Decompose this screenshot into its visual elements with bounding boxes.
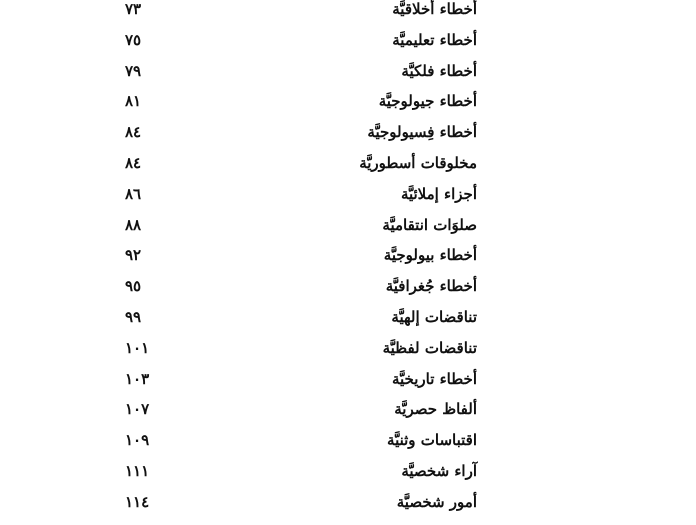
toc-entry-page-number: ٧٥ [125, 30, 142, 49]
toc-entry [0, 425, 696, 456]
toc-entry [0, 86, 696, 117]
toc-entry [0, 333, 696, 364]
toc-entry-title: تناقضات لفظيَّة [382, 338, 477, 357]
toc-entry-page-number: ١٠٣ [125, 369, 150, 388]
toc-entry-page-number: ٩٩ [125, 307, 142, 326]
toc-entry [0, 0, 696, 25]
toc-entry-title: مخلوقات أسطوريَّة [359, 153, 477, 172]
toc-entry-title: أخطاء فِسيولوجيَّة [367, 123, 477, 142]
toc-entry-title: أخطاء فلكيَّة [401, 61, 477, 80]
toc-entry-page-number: ١٠٩ [125, 431, 150, 450]
toc-entry [0, 302, 696, 333]
toc-entry-page-number: ٨٤ [125, 153, 142, 172]
toc-entry-title: أخطاء جيولوجيَّة [378, 92, 477, 111]
toc-entry-page-number: ١٠٧ [125, 400, 150, 419]
toc-entry-title: آراء شخصيَّة [401, 461, 477, 480]
toc-entry-page-number: ١٠١ [125, 338, 150, 357]
toc-entry [0, 148, 696, 179]
toc-entry [0, 240, 696, 271]
toc-entry-page-number: ٨٦ [125, 184, 142, 203]
toc-entry-page-number: ٧٩ [125, 61, 142, 80]
toc-entry-page-number: ١١٤ [125, 492, 150, 511]
toc-entry [0, 271, 696, 302]
toc-entry-page-number: ٩٥ [125, 277, 142, 296]
toc-entry [0, 179, 696, 210]
toc-entry-title: اقتباسات وثنيَّة [387, 431, 477, 450]
toc-entry-title: صلوَات انتقاميَّة [382, 215, 477, 234]
toc-entry-page-number: ١١١ [125, 461, 150, 480]
toc-entry-page-number: ٨٨ [125, 215, 142, 234]
toc-entry-title: أمور شخصيَّة [396, 492, 477, 511]
toc-entry-page-number: ٩٢ [125, 246, 142, 265]
toc-entry [0, 25, 696, 56]
toc-entry [0, 56, 696, 87]
toc-entry [0, 394, 696, 425]
toc-entry-page-number: ٧٣ [125, 0, 142, 18]
toc-entry-title: أخطاء أخلاقيَّة [392, 0, 477, 18]
toc-entry [0, 210, 696, 241]
toc-entry-page-number: ٨١ [125, 92, 142, 111]
toc-entry-title: أخطاء بيولوجيَّة [383, 246, 477, 265]
toc-entry-title: تناقضات إلهيَّة [391, 307, 477, 326]
toc-entry-title: أخطاء جُغرافيَّة [385, 277, 477, 296]
toc-entry-title: ألفاظ حصريَّة [394, 400, 477, 419]
toc-entry [0, 117, 696, 148]
toc-entry-title: أخطاء تعليميَّة [392, 30, 477, 49]
toc-entry-title: أخطاء تاريخيَّة [391, 369, 477, 388]
toc-entry-title: أجزاء إملائيَّة [400, 184, 477, 203]
toc-entry [0, 364, 696, 395]
toc-entry [0, 487, 696, 518]
toc-entry-page-number: ٨٤ [125, 123, 142, 142]
toc-entry [0, 456, 696, 487]
